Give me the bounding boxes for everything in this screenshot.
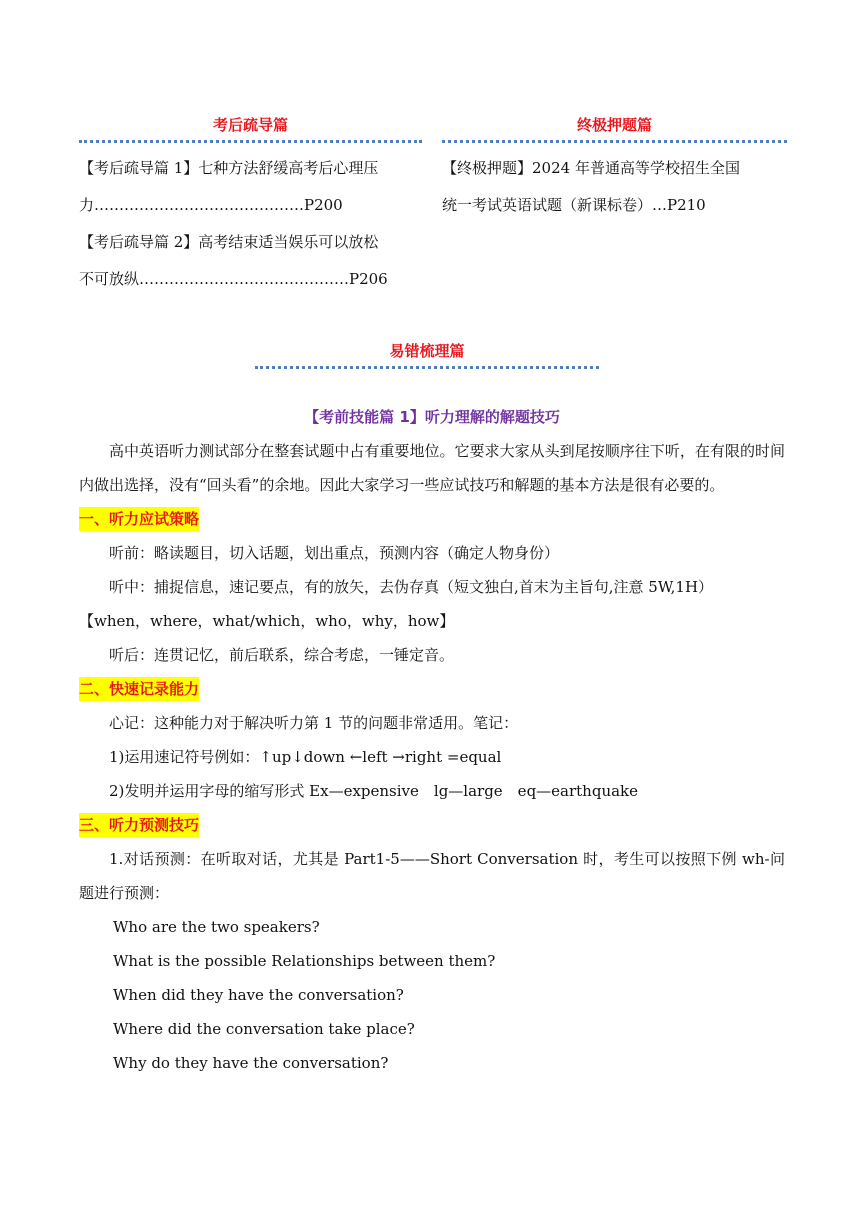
question-item: What is the possible Relationships between them? <box>113 952 496 970</box>
question-item: Who are the two speakers? <box>113 918 320 936</box>
question-item: Where did the conversation take place? <box>113 1020 415 1038</box>
toc-entry-line: 【终极押题】2024 年普通高等学校招生全国 <box>442 159 740 177</box>
article-subtitle: 【考前技能篇 1】听力理解的解题技巧 <box>304 408 560 426</box>
dotted-divider <box>442 140 787 143</box>
toc-entry-line: 力……………………………………P200 <box>79 196 343 214</box>
paragraph: 听中：捕捉信息，速记要点，有的放矢，去伪存真（短文独白,首末为主旨句,注意 5W,1H） <box>109 578 714 596</box>
middle-heading: 易错梳理篇 <box>389 342 465 360</box>
paragraph: 2)发明并运用字母的缩写形式 Ex—expensive lg—large eq—earthquake <box>109 782 639 800</box>
toc-entry[interactable] <box>79 224 422 298</box>
toc-entry-line: 统一考试英语试题（新课标卷）…P210 <box>442 196 706 214</box>
middle-section-header <box>255 340 599 376</box>
question-item: When did they have the conversation? <box>113 986 404 1004</box>
paragraph: 听前：略读题目，切入话题，划出重点，预测内容（确定人物身份） <box>109 544 560 562</box>
section-title <box>79 672 785 706</box>
paragraph: 心记：这种能力对于解决听力第 1 节的问题非常适用。笔记： <box>109 714 519 732</box>
paragraph: 1.对话预测：在听取对话，尤其是 Part1-5——Short Conversation 时，考生可以按照下例 wh-问题进行预测： <box>79 850 785 902</box>
toc-right-heading: 终极押题篇 <box>576 116 652 134</box>
intro-paragraph: 高中英语听力测试部分在整套试题中占有重要地位。它要求大家从头到尾按顺序往下听，在有限的时间内做出选择，没有“回头看”的余地。因此大家学习一些应试技巧和解题的基本方法是很有必要的。 <box>79 442 785 494</box>
question-item: Why do they have the conversation? <box>113 1054 389 1072</box>
paragraph: 听后：连贯记忆，前后联系，综合考虑，一锤定音。 <box>109 646 455 664</box>
dotted-divider <box>255 366 599 369</box>
section-title <box>79 808 785 842</box>
section-title-text: 一、听力应试策略 <box>79 507 199 531</box>
paragraph: 1)运用速记符号例如：↑up↓down ←left →right =equal <box>109 748 502 766</box>
paragraph: 【when，where，what/which，who，why，how】 <box>79 612 455 630</box>
toc-left-heading: 考后疏导篇 <box>212 116 288 134</box>
article-body <box>79 400 785 1080</box>
section-title <box>79 502 785 536</box>
dotted-divider <box>79 140 422 143</box>
toc-entry-line: 【考后疏导篇 2】高考结束适当娱乐可以放松 <box>79 233 379 251</box>
toc-entry-line: 【考后疏导篇 1】七种方法舒缓高考后心理压 <box>79 159 379 177</box>
section-title-text: 三、听力预测技巧 <box>79 813 199 837</box>
toc-right-column <box>442 114 787 224</box>
section-title-text: 二、快速记录能力 <box>79 677 199 701</box>
toc-entry-line: 不可放纵……………………………………P206 <box>79 270 388 288</box>
toc-entry[interactable] <box>79 150 422 224</box>
toc-entry[interactable] <box>442 150 787 224</box>
toc-left-column <box>79 114 422 298</box>
